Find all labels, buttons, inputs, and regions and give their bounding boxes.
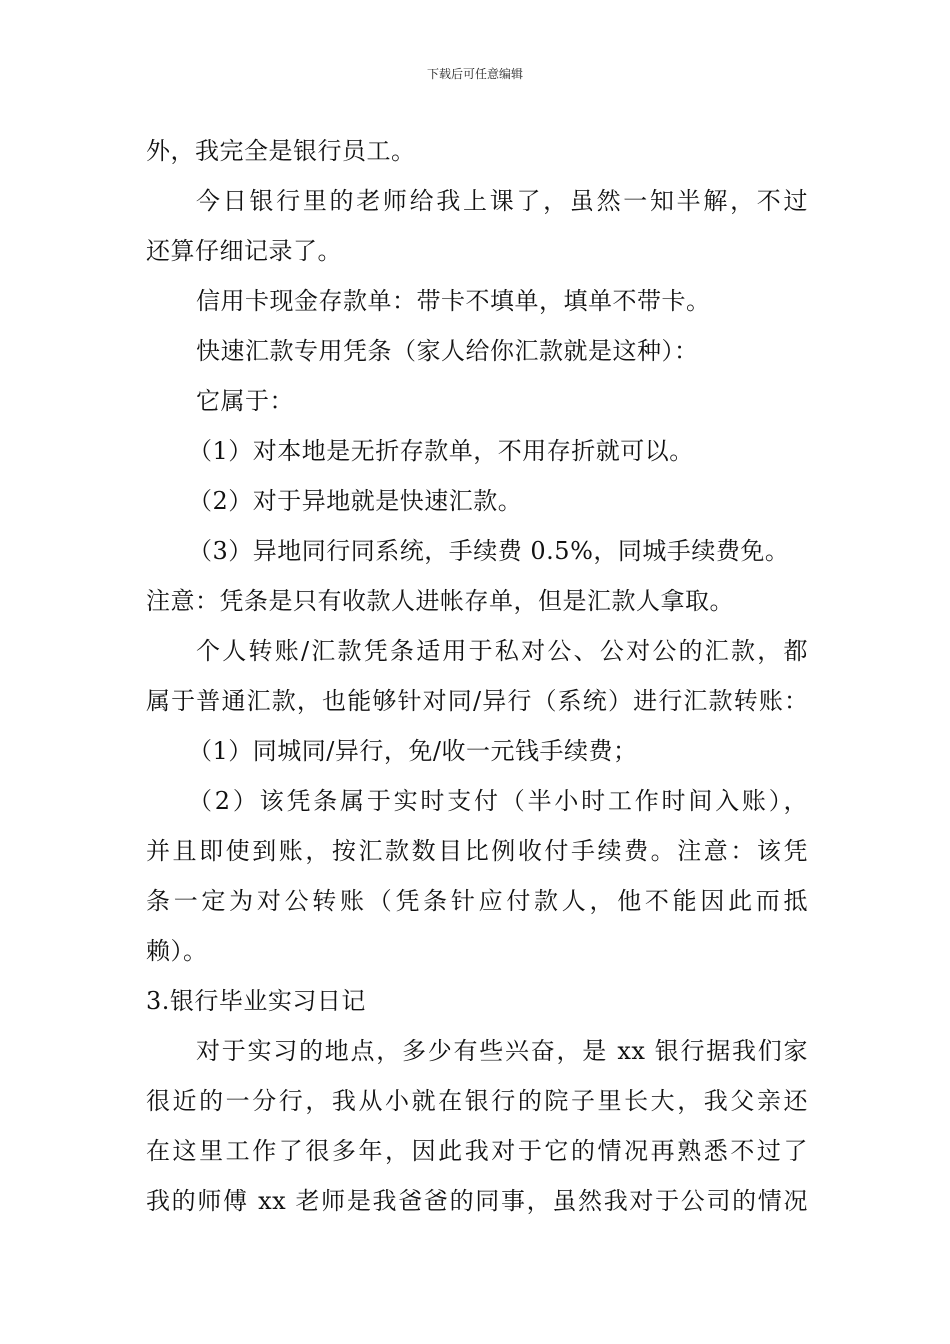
page-header: 下载后可任意编辑 <box>426 67 523 81</box>
text-line: 外，我完全是银行员工。 <box>146 137 416 165</box>
text-line: 属于普通汇款，也能够针对同/异行（系统）进行汇款转账： <box>146 687 808 715</box>
text-line: 今日银行里的老师给我上课了，虽然一知半解，不过 <box>196 187 808 215</box>
text-line: 我的师傅 xx 老师是我爸爸的同事，虽然我对于公司的情况 <box>146 1187 808 1215</box>
text-line: （3）异地同行同系统，手续费 0.5%，同城手续费免。 <box>188 537 790 565</box>
section-heading: 3.银行毕业实习日记 <box>146 987 366 1015</box>
text-line: （2）对于异地就是快速汇款。 <box>188 487 523 515</box>
text-line: 条一定为对公转账（凭条针应付款人，他不能因此而抵 <box>146 887 808 915</box>
text-line: 信用卡现金存款单：带卡不填单，填单不带卡。 <box>196 287 711 315</box>
document-body <box>146 126 808 1226</box>
text-line: 个人转账/汇款凭条适用于私对公、公对公的汇款，都 <box>196 637 808 665</box>
text-line: （1）同城同/异行，免/收一元钱手续费； <box>188 737 638 765</box>
text-line: 并且即使到账，按汇款数目比例收付手续费。注意：该凭 <box>146 837 808 865</box>
text-line: 在这里工作了很多年，因此我对于它的情况再熟悉不过了 <box>146 1137 808 1165</box>
text-line: 赖）。 <box>146 937 208 965</box>
text-line: 还算仔细记录了。 <box>146 237 342 265</box>
text-line: （2）该凭条属于实时支付（半小时工作时间入账）， <box>188 787 808 815</box>
text-line: 注意：凭条是只有收款人进帐存单，但是汇款人拿取。 <box>146 587 734 615</box>
text-line: 对于实习的地点，多少有些兴奋，是 xx 银行据我们家 <box>196 1037 808 1065</box>
text-line: 快速汇款专用凭条（家人给你汇款就是这种）： <box>196 337 699 365</box>
text-line: 它属于： <box>196 387 294 415</box>
text-line: 很近的一分行，我从小就在银行的院子里长大，我父亲还 <box>146 1087 808 1115</box>
text-line: （1）对本地是无折存款单，不用存折就可以。 <box>188 437 694 465</box>
